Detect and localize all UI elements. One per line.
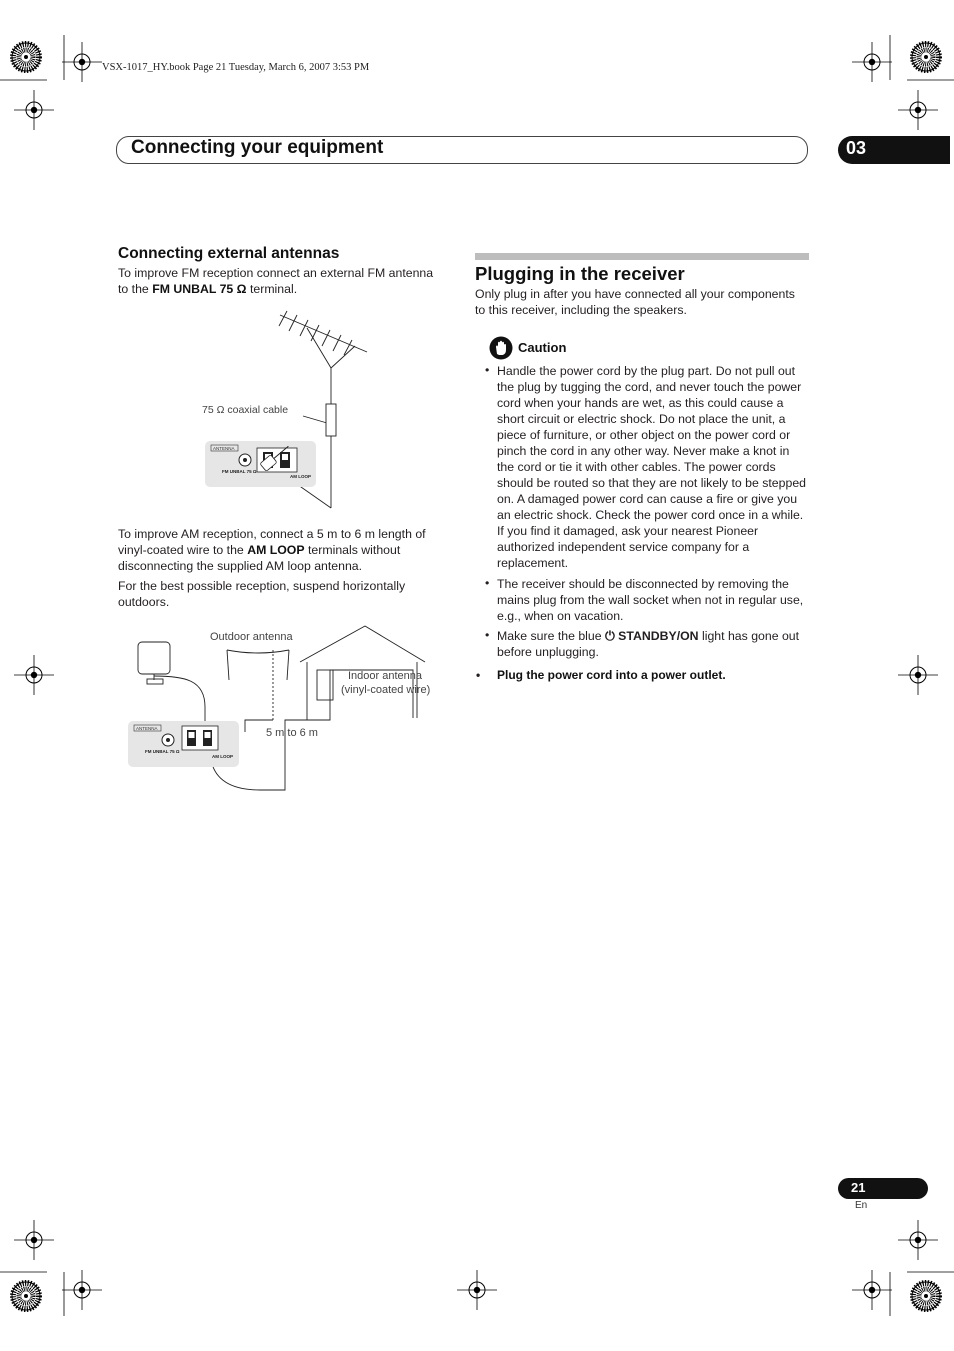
- crosshair-mark: [14, 1220, 54, 1260]
- starburst-mark-bottom-right: [912, 1282, 940, 1310]
- print-info-line: VSX-1017_HY.book Page 21 Tuesday, March 6, 2007 3:53 PM: [102, 62, 370, 73]
- fm-antenna-diagram: [195, 308, 385, 520]
- am-loop-antenna-illustration: [138, 642, 170, 674]
- caution-item-disconnect: The receiver should be disconnected by removing the mains plug from the wall socket when not in regular use, e.g., when on vacation.: [497, 577, 804, 623]
- plugging-intro-paragraph: Only plug in after you have connected all your components to this receiver, including the speakers.: [475, 287, 795, 317]
- step-bullet: •: [476, 668, 481, 682]
- page-language: En: [855, 1200, 868, 1211]
- outdoor-antenna-label: Outdoor antenna: [210, 631, 293, 643]
- caution-label: Caution: [518, 340, 567, 355]
- page-number: 21: [851, 1180, 866, 1195]
- crosshair-mark: [852, 42, 892, 82]
- list-bullet: •: [485, 363, 490, 377]
- standby-on-button-name: STANDBY/ON: [618, 629, 699, 643]
- list-bullet: •: [485, 576, 490, 590]
- starburst-mark-top-right: [912, 43, 940, 71]
- panel-label: ANTENNA: [136, 726, 158, 731]
- am-loop-label: AM LOOP: [212, 754, 233, 759]
- page-title: Connecting your equipment: [131, 137, 384, 158]
- caution-item-power-cord: Handle the power cord by the plug part. Do not pull out the plug by tugging the cord, and never touch the power cord when your hands are wet, as this could cause a short circuit or electric shock. Do not place the unit, a piece of furniture, or other object on the power cord or pinch the cord in any other way. Never make a knot in the cord or tie it with other cables. The power cords should be routed so that they are not likely to be stepped on. A damaged power cord can cause a fire or give you an electric shock. Check the power cord once in a while. If you find it damaged, ask your nearest Pioneer authorized independent service company for a replacement.: [497, 364, 806, 570]
- caution-item-standby: Make sure the blue ⏻ STANDBY/ON light has gone out before unplugging.: [497, 629, 800, 659]
- crosshair-mark: [62, 42, 102, 82]
- wire-length-label: 5 m to 6 m: [266, 727, 318, 739]
- am-terminal-name: AM LOOP: [247, 543, 305, 557]
- caution-hand-icon: [489, 336, 513, 360]
- crosshair-mark: [898, 655, 938, 695]
- house-illustration: [300, 626, 425, 662]
- vinyl-wire-label: (vinyl-coated wire): [341, 684, 431, 696]
- fm-terminal-name: FM UNBAL 75 Ω: [152, 282, 247, 296]
- fm-unbal-label: FM UNBAL 75 Ω: [145, 749, 180, 754]
- section-divider-bar: [475, 253, 809, 260]
- starburst-mark-top-left: [12, 43, 40, 71]
- antennas-heading: Connecting external antennas: [118, 245, 340, 262]
- list-bullet: •: [485, 628, 490, 642]
- starburst-mark-bottom-left: [12, 1282, 40, 1310]
- crosshair-mark: [852, 1270, 892, 1310]
- plugging-heading: Plugging in the receiver: [475, 263, 685, 284]
- am-loop-label: AM LOOP: [290, 474, 311, 479]
- power-icon: ⏻: [605, 629, 615, 643]
- fm-unbal-label: FM UNBAL 75 Ω: [222, 469, 257, 474]
- step-instruction: Plug the power cord into a power outlet.: [497, 668, 726, 682]
- am-antenna-diagram: [125, 622, 455, 797]
- crosshair-mark: [898, 1220, 938, 1260]
- fm-intro-paragraph: To improve FM reception connect an external FM antenna to the FM UNBAL 75 Ω terminal.: [118, 266, 434, 296]
- am-intro-paragraph: To improve AM reception, connect a 5 m to 6 m length of vinyl-coated wire to the AM LOOP terminals without disconnecting the supplied AM loop antenna.: [118, 527, 426, 573]
- crosshair-mark: [14, 90, 54, 130]
- chapter-number: 03: [846, 138, 867, 158]
- indoor-antenna-label: Indoor antenna: [348, 670, 423, 682]
- outdoor-antenna-wire: [227, 650, 289, 653]
- best-reception-paragraph: For the best possible reception, suspend horizontally outdoors.: [118, 579, 406, 609]
- crosshair-mark: [457, 1270, 497, 1310]
- panel-label: ANTENNA: [213, 446, 235, 451]
- crosshair-mark: [62, 1270, 102, 1310]
- coaxial-cable-label: 75 Ω coaxial cable: [202, 404, 289, 416]
- crosshair-mark: [898, 90, 938, 130]
- crosshair-mark: [14, 655, 54, 695]
